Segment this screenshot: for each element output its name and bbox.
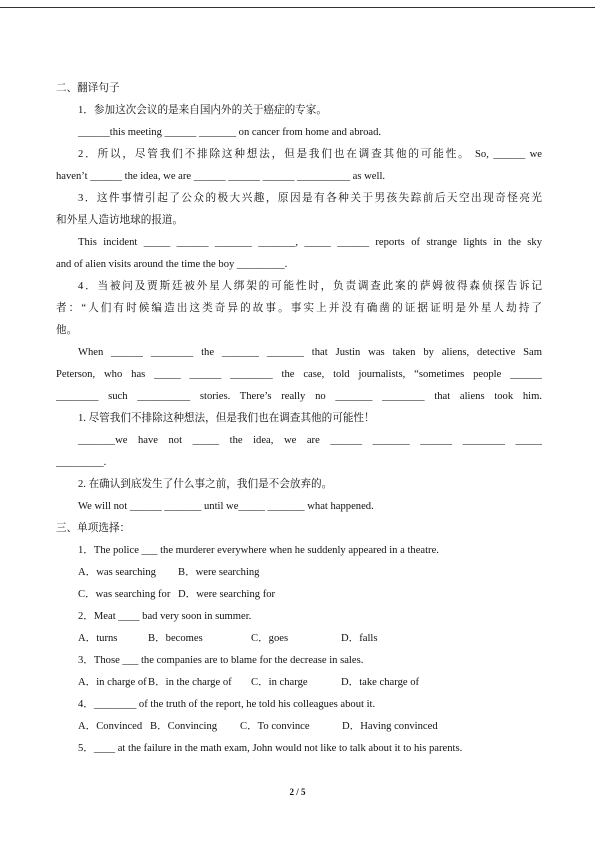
review-q1-chinese: 1. 尽管我们不排除这种想法，但是我们也在调查其他的可能性！ bbox=[78, 413, 375, 424]
section-heading-translation: 二、翻译句子 bbox=[56, 83, 120, 94]
translation-q4-english-line2: Peterson, who has _____ ______ ________ the case, told journalists, “sometimes people ______ bbox=[56, 369, 542, 380]
translation-q4-chinese-line3: 他。 bbox=[56, 325, 78, 336]
mc-q3-stem: 3．Those ___ the companies are to blame for the decrease in sales. bbox=[78, 655, 364, 666]
translation-q2-english: haven’t ______ the idea, we are ______ ______ ______ __________ as well. bbox=[56, 171, 386, 182]
translation-q3-english-line1: This incident _____ ______ _______ _______, _____ ______ reports of strange lights in the sky bbox=[78, 237, 542, 248]
mc-q2-stem: 2．Meat ____ bad very soon in summer. bbox=[78, 611, 252, 622]
mc-q1-stem: 1．The police ___ the murderer everywhere when he suddenly appeared in a theatre. bbox=[78, 545, 439, 556]
mc-q4-options bbox=[56, 716, 542, 738]
mc-q3-options bbox=[56, 672, 542, 694]
review-q2-english: We will not ______ _______ until we_____ _______ what happened. bbox=[78, 501, 374, 512]
translation-q4-english-line1: When ______ ________ the _______ _______ that Justin was taken by aliens, detective Sam bbox=[78, 347, 542, 358]
review-q1-english-line1: _______we have not _____ the idea, we are ______ _______ ______ ________ _____ bbox=[78, 435, 542, 446]
mc-q3-option-d: D．take charge of bbox=[341, 677, 420, 688]
mc-q1-options-row1 bbox=[56, 562, 542, 584]
mc-q1-option-b: B．were searching bbox=[178, 567, 260, 578]
translation-q4-chinese-line2: 者：“人们有时候编造出这类奇异的故事。事实上并没有确凿的证据证明是外星人劫持了 bbox=[56, 303, 542, 314]
mc-q4-option-c: C．To convince bbox=[240, 721, 310, 732]
review-q1-english-line2: _________. bbox=[56, 457, 107, 468]
mc-q3-option-a: A．in charge of bbox=[78, 677, 147, 688]
review-q2-chinese: 2. 在确认到底发生了什么事之前，我们是不会放弃的。 bbox=[78, 479, 333, 490]
mc-q3-option-c: C．in charge bbox=[251, 677, 308, 688]
mc-q1-option-c: C．was searching for bbox=[78, 589, 171, 600]
mc-q2-option-d: D．falls bbox=[341, 633, 378, 644]
mc-q2-option-a: A．turns bbox=[78, 633, 118, 644]
mc-q5-stem: 5．____ at the failure in the math exam, John would not like to talk about it to his parents. bbox=[78, 743, 463, 754]
mc-q4-option-a: A．Convinced bbox=[78, 721, 143, 732]
translation-q3-english-line2: and of alien visits around the time the boy _________. bbox=[56, 259, 288, 270]
translation-q1-chinese: 1．参加这次会议的是来自国内外的关于癌症的专家。 bbox=[78, 105, 327, 116]
section-heading-multiple-choice: 三、单项选择： bbox=[56, 523, 131, 534]
mc-q4-option-b: B．Convincing bbox=[150, 721, 218, 732]
mc-q2-option-c: C．goes bbox=[251, 633, 289, 644]
worksheet-content bbox=[56, 78, 542, 760]
mc-q2-option-b: B．becomes bbox=[148, 633, 203, 644]
translation-q2-chinese: 2．所以，尽管我们不排除这种想法，但是我们也在调查其他的可能性。 So, ______ we bbox=[78, 149, 542, 160]
mc-q3-option-b: B．in the charge of bbox=[148, 677, 232, 688]
mc-q1-option-a: A．was searching bbox=[78, 567, 156, 578]
translation-q3-chinese-line1: 3．这件事情引起了公众的极大兴趣，原因是有各种关于男孩失踪前后天空出现奇怪亮光 bbox=[78, 193, 542, 204]
mc-q4-stem: 4．________ of the truth of the report, he told his colleagues about it. bbox=[78, 699, 376, 710]
page-number: 2 / 5 bbox=[289, 787, 306, 797]
mc-q1-options-row2 bbox=[56, 584, 542, 606]
translation-q3-chinese-line2: 和外星人造访地球的报道。 bbox=[56, 215, 184, 226]
mc-q4-option-d: D．Having convinced bbox=[342, 721, 438, 732]
mc-q2-options bbox=[56, 628, 542, 650]
translation-q1-english: ______this meeting ______ _______ on cancer from home and abroad. bbox=[78, 127, 382, 138]
translation-q4-chinese-line1: 4．当被问及贾斯廷被外星人绑架的可能性时，负责调查此案的萨姆彼得森侦探告诉记 bbox=[78, 281, 542, 292]
top-rule bbox=[0, 7, 595, 8]
translation-q4-english-line3: ________ such __________ stories. There’s really no _______ ________ that aliens took him. bbox=[56, 391, 542, 402]
mc-q1-option-d: D．were searching for bbox=[178, 589, 276, 600]
